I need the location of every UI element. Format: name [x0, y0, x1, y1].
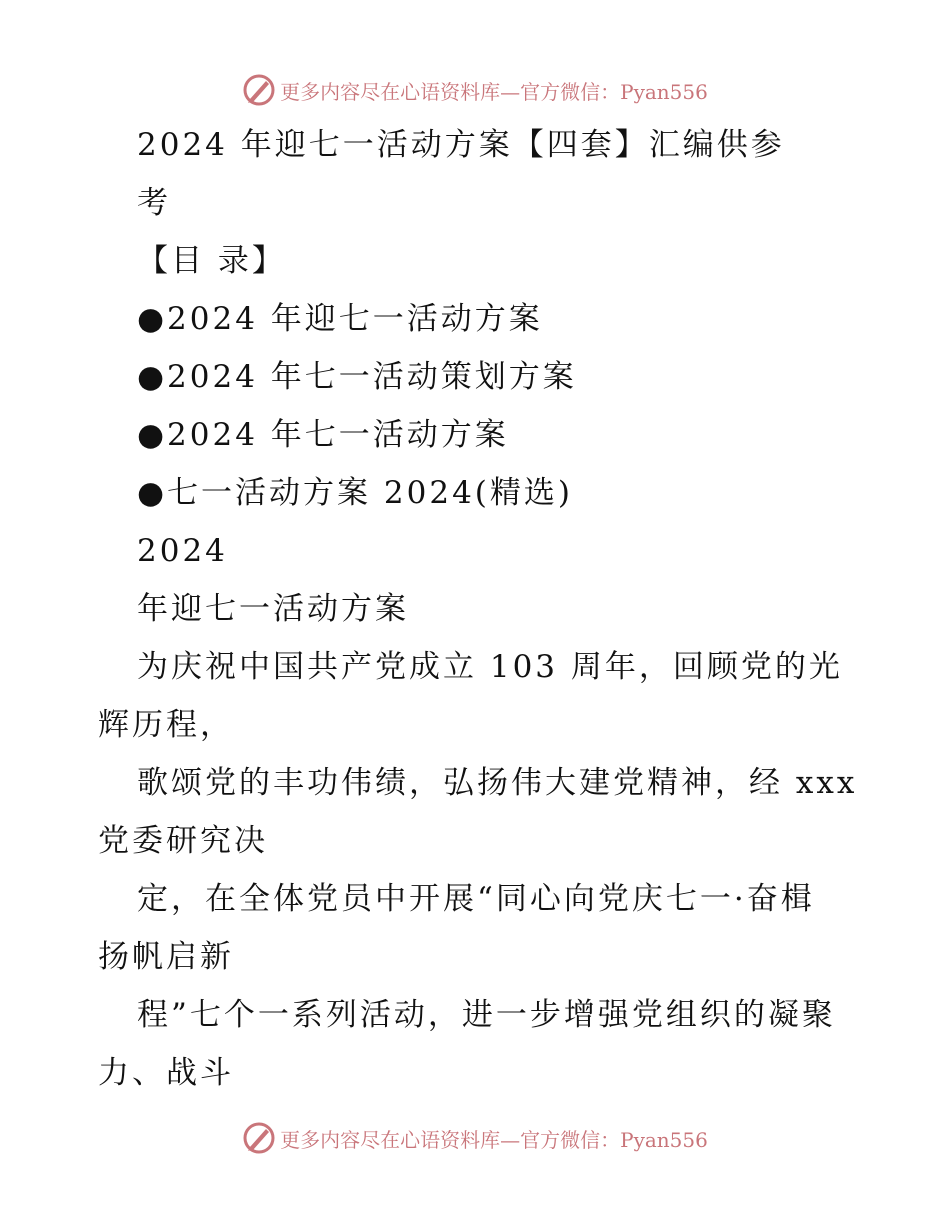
toc-item-4: ●七一活动方案 2024(精选)	[137, 475, 573, 511]
watermark-text: 更多内容尽在心语资料库—官方微信：Pyan556	[280, 79, 708, 104]
pen-logo-icon	[242, 1121, 276, 1155]
toc-item-1: ●2024 年迎七一活动方案	[137, 301, 543, 337]
body-line-6: 扬帆启新	[98, 939, 234, 975]
body-line-8: 力、战斗	[98, 1055, 234, 1091]
section-heading-year: 2024	[137, 533, 228, 569]
pen-logo-icon	[242, 73, 276, 107]
watermark-footer	[0, 1118, 950, 1158]
section-heading-title: 年迎七一活动方案	[137, 591, 409, 627]
toc-heading: 【目 录】	[137, 243, 286, 279]
toc-item-3: ●2024 年七一活动方案	[137, 417, 509, 453]
body-line-4: 党委研究决	[98, 823, 268, 859]
body-line-5: 定，在全体党员中开展“同心向党庆七一·奋楫	[137, 881, 815, 917]
body-line-7: 程”七个一系列活动，进一步增强党组织的凝聚	[137, 997, 836, 1033]
doc-title-line-2: 考	[137, 185, 171, 221]
body-line-1: 为庆祝中国共产党成立 103 周年，回顾党的光	[137, 649, 843, 685]
body-line-3: 歌颂党的丰功伟绩，弘扬伟大建党精神，经 xxx	[137, 765, 858, 801]
body-line-2: 辉历程，	[98, 707, 234, 743]
watermark-text: 更多内容尽在心语资料库—官方微信：Pyan556	[280, 1127, 708, 1152]
toc-item-2: ●2024 年七一活动策划方案	[137, 359, 577, 395]
doc-title-line-1: 2024 年迎七一活动方案【四套】汇编供参	[137, 127, 785, 163]
watermark-header	[0, 70, 950, 110]
